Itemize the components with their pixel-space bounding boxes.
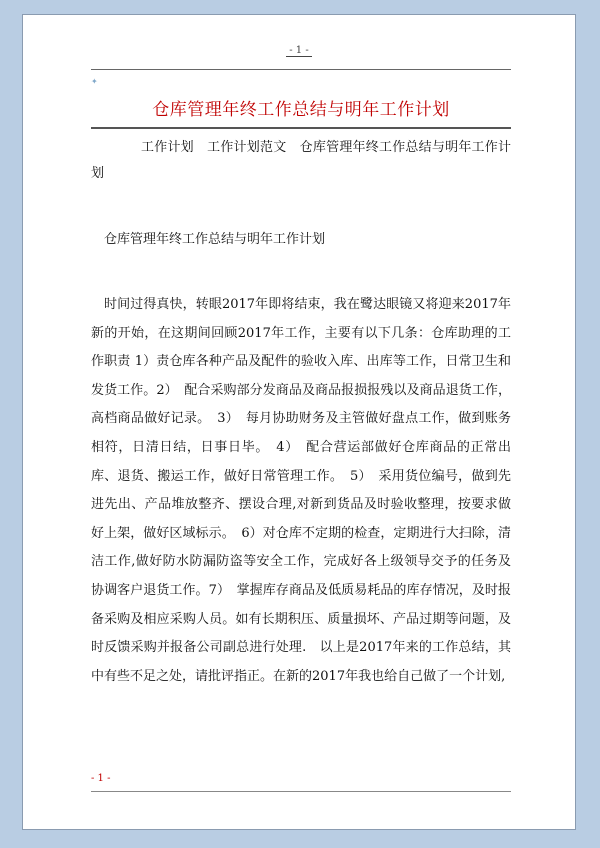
body-paragraph: 时间过得真快，转眼2017年即将结束，我在鹭达眼镜又将迎来2017年新的开始，在这期间回顾2017年工作，主要有以下几条：仓库助理的工作职责 1）责仓库各种产品及配件的验收入库、出库等工作，日常卫生和发货工作。2） 配合采购部分发商品及商品报损报残以及商品退货工作，高档商品做好记录。 3） 每月协助财务及主管做好盘点工作，做到账务相符，日清日结，日事日毕。 4） 配合营运部做好仓库商品的正常出库、退货、搬运工作，做好日常管理工作。 5） 采用货位编号，做到先进先出、产品堆放整齐、摆设合理,对新到货品及时验收整理，按要求做好上架，做好区域标示。 6）对仓库不定期的检查，定期进行大扫除，清洁工作,做好防水防漏防盗等安全工作，完成好各上级领导交予的任务及协调客户退货工作。7） 掌握库存商品及低质易耗品的库存情况，及时报备采购及相应采购人员。如有长期积压、质量损坏、产品过期等问题，及时反馈采购并报备公司副总进行处理. 以上是2017年来的工作总结，其中有些不足之处，请批评指正。在新的2017年我也给自己做了一个计划, (91, 297, 511, 684)
breadcrumb: 工作计划 工作计划范文 仓库管理年终工作总结与明年工作计划 (91, 140, 511, 181)
title-rule (91, 127, 511, 129)
section-subtitle: 仓库管理年终工作总结与明年工作计划 (104, 232, 326, 247)
bullet-icon: ✦ (91, 77, 98, 86)
document-title: 仓库管理年终工作总结与明年工作计划 (152, 100, 450, 120)
document-page (22, 14, 576, 830)
header-rule (91, 69, 511, 70)
body-content (91, 291, 511, 691)
footer-rule (91, 791, 511, 792)
header-page-number: - 1 - (23, 45, 575, 56)
footer-page-number: - 1 - (91, 773, 111, 784)
